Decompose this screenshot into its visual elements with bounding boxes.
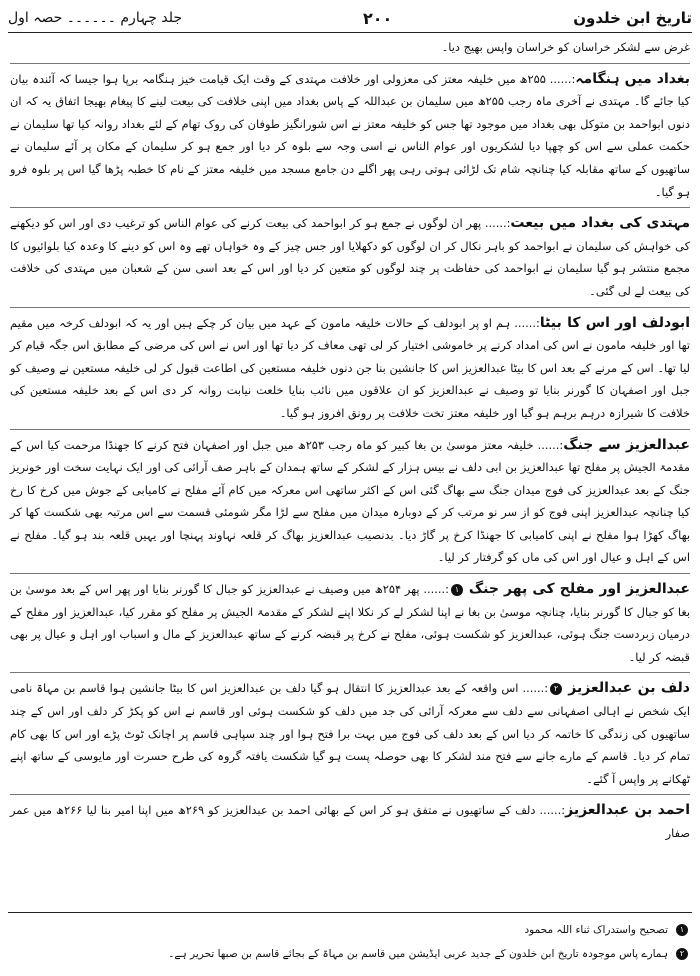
section-war-abdulaziz [10,429,690,570]
section-muhtadi-bayah [10,207,690,302]
footnote-text: تصحیح واستدراک ثناء اللہ محمود [524,924,668,936]
main-text [10,36,690,896]
section-text: :...... خلیفہ معتز موسیٰ بن بغا کبیر کو ماہ رجب ۲۵۳ھ میں جبل اور اصفہان فتح کرنے کا جھنڈا مرحمت کیا اس کے مقدمۃ الجیش پر مفلح تھا عبدالعزیز بن ابی دلف نے بیس ہزار کے لشکر کے ساتھ ہمدان کے باہر صف آرائی کی اور ایک نہایت سخت اور خونریز جنگ کے بعد عبدالعزیز کی فوج میدان جنگ سے بھاگ گئی اس کے اکثر ساتھی اس معرکہ میں کام آئے مفلح نے کامیابی کے جوش میں کرخ کا رخ کیا چنانچہ عبدالعزیز اپنی فوج کو از سر نو مرتب کر کے دوبارہ میدان میں مفلح سے لڑا مگر شومئی قسمت سے اس مرتبہ بھی شکست کھا کر بھاگ کھڑا ہوا مفلح نے اپنی کامیابی کا جھنڈا کرخ پر گاڑ دیا۔ بدنصیب عبدالعزیز بھاگ کر قلعہ نہاوند پہنچا اور یہیں قلعہ بند ہو گیا۔ مفلح نے اس کے اہل و عیال اور اس کی ماں کو گرفتار کر لیا۔ [10,437,690,565]
footnote-ref-1[interactable]: ۱ [451,584,463,596]
footnote-rule [8,912,692,913]
book-title: تاریخ ابن خلدون [573,9,692,27]
header-rule [8,32,692,33]
section-ahmad [10,794,690,844]
footnote-2 [10,942,690,966]
page-header [8,6,692,30]
footnotes [10,918,690,966]
footnote-text: ہمارے پاس موجودہ تاریخ ابن خلدون کے جدید عربی ایڈیشن میں قاسم بن مہاۃ کے بجائے قاسم بن صبھا تحریر ہے۔ [168,948,668,960]
section-heading: ابودلف اور اس کا بیٹا [539,314,690,331]
section-second-war [10,573,690,668]
section-text: :...... ۲۵۵ھ میں خلیفہ معتز کی معزولی اور خلافت مہتدی کے وقت ایک قیامت خیز ہنگامہ برپا ہوا جیسا کہ آئندہ بیان کیا جائے گا۔ مہتدی نے آخری ماہ رجب ۲۵۵ھ میں سلیمان بن عبداللہ کے پاس بغداد میں اپنی خلافت کی بیعت لینے کا پیغام بھیجا اتفاق یہ کہ ان دنوں ابواحمد بن متوکل بھی بغداد میں موجود تھا جس کو خلیفہ معتز نے اس شورانگیز طوفان کی روک تھام کے لئے بغداد روانہ کیا تھا سلیمان نے حکمت عملی سے اس کو چھپا دیا لشکریوں اور عوام الناس نے اسی وجہ سے بلوہ کر دیا اور جمع ہو کر سلیمان کے مکان پر آئے سلیمان نے ساتھیوں کے ساتھ مقابلہ کیا چنانچہ شام تک لڑائی ہوتی رہی پھر اگلے دن جامع مسجد میں خلیفہ معتز کے نام کا خطبہ پڑھا گیا اس پر بلوہ فرو ہو گیا۔ [10,71,690,199]
footnote-ref-2[interactable]: ۲ [550,683,562,695]
section-heading: دلف بن عبدالعزیز [568,680,690,697]
section-abu-dulaf [10,307,690,425]
page-number: ۲۰۰ [362,8,393,28]
section-dulaf [10,672,690,790]
section-text: :...... دلف کے ساتھیوں نے متفق ہو کر اس کے بھائی احمد بن عبدالعزیز کو ۲۶۹ھ میں اپنا امیر بنا لیا ۲۶۶ھ میں عمر صفار [10,803,690,840]
footnote-number: ۱ [676,924,688,936]
footnote-number: ۲ [676,948,688,960]
intro-line: غرض سے لشکر خراسان کو خراسان واپس بھیج دیا۔ [441,40,690,54]
section-heading: مہتدی کی بغداد میں بیعت [510,215,690,232]
section-heading: بغداد میں ہنگامہ [575,70,690,87]
section-heading: احمد بن عبدالعزیز [565,802,690,819]
footnote-1 [10,918,690,942]
section-text: :...... اس واقعہ کے بعد عبدالعزیز کا انتقال ہو گیا دلف بن عبدالعزیز اس کا بیٹا جانشین ہوا قاسم بن مہاۃ نامی ایک شخص نے اہالی اصفہانی سے دلف سے معرکہ آرائی کی جد میں دلف کو شکست ہوئی اور قاسم نے اس کو پکڑ کر دلف اور اس کے چند ساتھیوں کی زندگی کا خاتمہ کر دیا اس کے بعد دلف کی فوج میں بہت برا فتح ہوا اور چند سپاہی قاسم پر اچانک ٹوٹ پڑے اور اس کا بھی کام تمام کر دیا۔ قاسم کے مارے جانے سے فتح مند لشکر کا بھی حوصلہ پست ہو گیا شکست یافتہ گروہ کی طرح حسرت اور مایوسی کے ساتھ اپنے ٹھکانے پر واپس آ گئے۔ [10,681,690,786]
section-text: :...... پھر ۲۵۴ھ میں وصیف نے عبدالعزیز کو جبال کا گورنر بنایا اور پھر اس کے بعد موسیٰ بن بغا کو جبال کا گورنر بنایا، چنانچہ موسیٰ بن بغا نے اپنا لشکر لے کر نکلا اپنے لشکر کے مقدمۃ الجیش پر مفلح کو مقرر کیا، عبدالعزیز اور مفلح کے درمیان زبردست جنگ ہوئی، عبدالعزیز کو شکست ہوئی، مفلح نے کرخ پر قبضہ کرنے کے ساتھ عبدالعزیز کے مال و اسباب اور اہل و عیال پر بھی قبضہ کر لیا۔ [10,582,690,664]
section-heading: عبدالعزیز اور مفلح کی پھر جنگ [468,581,690,598]
section-baghdad-riot [10,63,690,204]
section-heading: عبدالعزیز سے جنگ [563,436,690,453]
section-text: :...... پھر ان لوگوں نے جمع ہو کر ابواحمد کی بیعت کرنے کی عوام الناس کو ترغیب دی اور اس کو دیکھنے کی خواہش کی سلیمان نے ابواحمد کو باہر نکال کر ان لوگوں کو دکھلایا اور جس چیز کے وہ خواہاں تھے وہ اس کو دینے کا وعدہ کیا بلوائیوں کا مجمع منتشر ہو گیا سلیمان نے ابواحمد کی حفاظت پر چند لوگوں کو متعین کر دیا اور اس کے بعد اسی سن کے شعبان میں مہتدی کی خلافت کی بیعت لے لی گئی۔ [10,216,690,298]
section-text: :...... ہم او پر ابودلف کے حالات خلیفہ مامون کے عہد میں بیان کر چکے ہیں اور یہ کہ ابودلف کرخہ میں مقیم تھا اور خلیفہ مامون نے اس کی امداد کرنے پر خاموشی اختیار کر لی تھی معاف کر دیا تھا اور اس نے اس کی مرضی کے مطابق اس جگہ قیام کر لیا تھا۔ اس کے مرنے کے بعد اس کا بیٹا عبدالعزیز اس کا جانشین بنا جن دنوں خلیفہ مستعین کی اطاعت قبول کر لی خلیفہ مستعین نے وصیف کو جبل اور اصفہان کا گورنر بنایا تو وصیف نے عبدالعزیز کو ان علاقوں میں نائب بنایا خلعت نیابت روانہ کر دی اس کے بعد خلیفہ مستعین کی خلافت کا شیرازہ درہم برہم ہو گیا اور خلیفہ معتز تخت خلافت پر رونق افروز ہو گیا۔ [10,315,690,420]
volume-label: جلد چہارم ۔۔۔۔۔۔ حصہ اول [8,10,183,26]
